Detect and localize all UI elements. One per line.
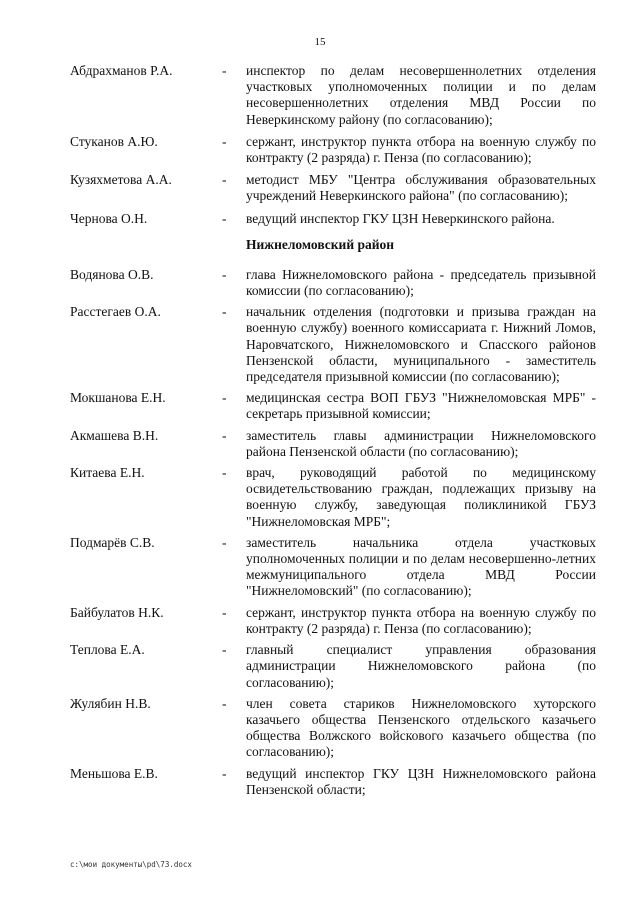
- commission-list: [70, 63, 596, 798]
- dash-separator: -: [222, 63, 227, 78]
- dash-separator: -: [222, 210, 227, 226]
- dash-separator: -: [222, 133, 227, 149]
- dash-separator: -: [222, 304, 227, 320]
- section-title: Нижнеломовский район: [246, 236, 395, 252]
- member-entry: [70, 465, 596, 530]
- member-role: методист МБУ "Центра обслуживания образовательных учреждений Неверкинского района" (по согласованию);: [246, 172, 596, 204]
- dash-separator: -: [222, 604, 227, 620]
- member-name: Теплова Е.А.: [70, 642, 145, 658]
- member-role: заместитель начальника отдела участковых уполномоченных полиции и по делам несовершенно-летних межмуниципального отдела МВД России "Нижнеломовский" (по согласованию);: [246, 534, 596, 599]
- member-role: глава Нижнеломовского района - председатель призывной комиссии (по согласованию);: [246, 266, 596, 299]
- member-role: главный специалист управления образования администрации Нижнеломовского района (по согласованию);: [246, 642, 596, 690]
- member-name: Кузяхметова А.А.: [70, 172, 172, 188]
- member-entry: [70, 134, 596, 166]
- member-entry: [70, 605, 596, 637]
- member-name: Чернова О.Н.: [70, 210, 148, 226]
- member-entry: [70, 390, 596, 422]
- member-entry: [70, 211, 596, 227]
- dash-separator: -: [222, 427, 227, 443]
- member-name: Мокшанова Е.Н.: [70, 390, 166, 406]
- member-role: заместитель главы администрации Нижнеломовского района Пензенской области (по согласованию);: [246, 427, 596, 459]
- member-entry: [70, 535, 596, 600]
- member-role: член совета стариков Нижнеломовского хуторского казачьего общества Пензенского отдельского казачьего общества Волжского войскового казачьего общества (по согласованию);: [246, 695, 596, 760]
- file-path-footer: c:\мои документы\pd\73.docx: [70, 860, 192, 869]
- member-role: ведущий инспектор ГКУ ЦЗН Неверкинского района.: [246, 210, 555, 226]
- member-name: Стуканов А.Ю.: [70, 133, 158, 149]
- member-name: Абдрахманов Р.А.: [70, 63, 173, 78]
- member-entry: [70, 428, 596, 460]
- dash-separator: -: [222, 390, 227, 406]
- member-name: Подмарёв С.В.: [70, 534, 155, 550]
- member-name: Китаева Е.Н.: [70, 465, 145, 481]
- dash-separator: -: [222, 534, 227, 550]
- member-entry: [70, 63, 596, 128]
- member-name: Расстегаев О.А.: [70, 304, 161, 320]
- member-entry: [70, 172, 596, 204]
- dash-separator: -: [222, 172, 227, 188]
- member-name: Жулябин Н.В.: [70, 695, 151, 711]
- dash-separator: -: [222, 642, 227, 658]
- page-number: 15: [314, 36, 326, 48]
- member-entry: [70, 304, 596, 385]
- dash-separator: -: [222, 266, 227, 282]
- dash-separator: -: [222, 695, 227, 711]
- dash-separator: -: [222, 465, 227, 481]
- member-role: сержант, инструктор пункта отбора на военную службу по контракту (2 разряда) г. Пенза (по согласованию);: [246, 133, 596, 166]
- member-role: сержант, инструктор пункта отбора на военную службу по контракту (2 разряда) г. Пенза (по согласованию);: [246, 604, 596, 636]
- member-name: Байбулатов Н.К.: [70, 604, 164, 620]
- member-entry: [70, 267, 596, 299]
- member-role: начальник отделения (подготовки и призыва граждан на военную службу) военного комиссариата г. Нижний Ломов, Наровчатского, Нижнеломовского и Спасского районов Пензенской области, муниципального - заместитель председателя призывной комиссии (по согласованию);: [246, 304, 596, 385]
- member-role: медицинская сестра ВОП ГБУЗ "Нижнеломовская МРБ" - секретарь призывной комиссии;: [246, 390, 596, 422]
- member-name: Меньшова Е.В.: [70, 765, 158, 781]
- dash-separator: -: [222, 765, 227, 781]
- member-entry: [70, 696, 596, 761]
- member-role: инспектор по делам несовершеннолетних отделения участковых уполномоченных полиции и по делам несовершеннолетних отделения МВД России по Неверкинскому району (по согласованию);: [246, 63, 596, 127]
- district-list-neverkinsky: [70, 63, 596, 227]
- member-entry: [70, 766, 596, 798]
- member-entry: [70, 642, 596, 691]
- member-name: Акмашева В.Н.: [70, 427, 159, 443]
- district-list-nizhnelomovsky: [70, 267, 596, 798]
- member-role: врач, руководящий работой по медицинскому освидетельствованию граждан, подлежащих призыву на военную службу, заведующая поликлиникой ГБУЗ "Нижнеломовская МРБ";: [246, 465, 596, 529]
- member-name: Водянова О.В.: [70, 266, 154, 282]
- member-role: ведущий инспектор ГКУ ЦЗН Нижнеломовского района Пензенской области;: [246, 765, 596, 797]
